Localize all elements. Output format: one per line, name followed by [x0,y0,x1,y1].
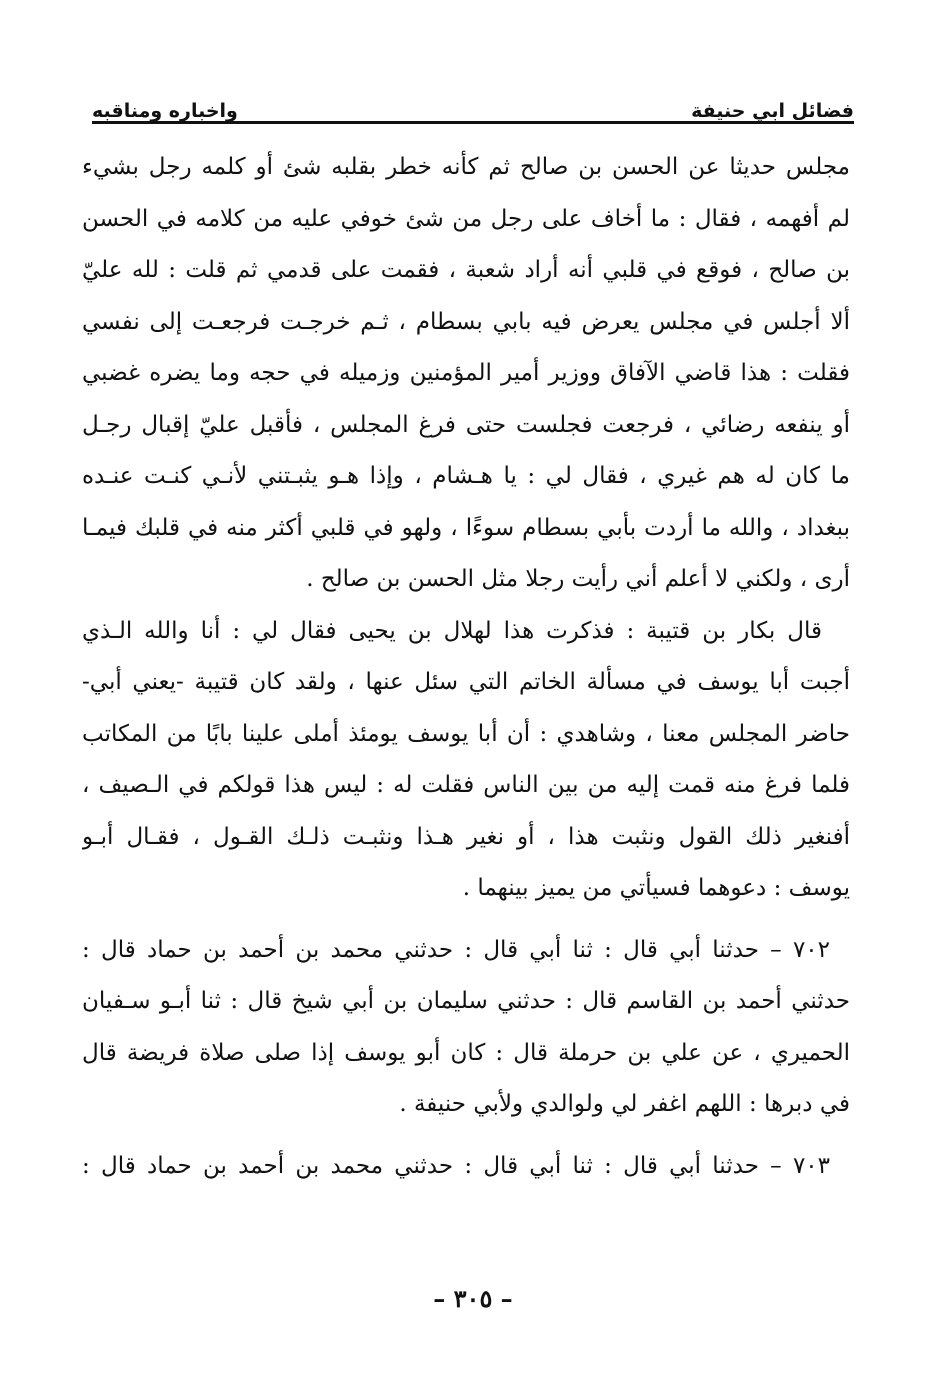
text-line: مجلس حديثا عن الحسن بن صالح ثم كأنه خطر بقلبه شئ أو كلمه رجل بشيء [82,154,850,180]
text-line: أو ينفعه رضائي ، فرجعت فجلست حتى فرغ المجلس ، فأقبل عليّ إقبال رجـل [82,411,850,438]
header-section-title: واخباره ومناقبه [92,100,238,122]
text-line: ببغداد ، والله ما أردت بأبي بسطام سوءًا ، ولهو في قلبي أكثر منه في قلبك فيمـا [82,514,850,541]
paragraph-hadith-703 [82,1141,850,1193]
paragraph-hadith-702 [82,925,850,1131]
paragraph-bakkar [82,606,850,915]
text-line: أرى ، ولكني لا أعلم أني رأيت رجلا مثل الحسن بن صالح . [306,566,850,592]
text-line: يوسف : دعوهما فسيأتي من يميز بينهما . [462,875,850,901]
text-line: ألا أجلس في مجلس يعرض فيه بابي بسطام ، ثـم خرجـت فرجعـت إلى نفسي [82,308,850,335]
text-line: فقلت : هذا قاضي الآفاق ووزير أمير المؤمنين وزميله في حجه وما يضره غضبي [82,360,850,386]
page-body [82,142,850,1192]
text-line: في دبرها : اللهم اغفر لي ولوالدي ولأبي حنيفة . [399,1091,850,1117]
text-line: بن صالح ، فوقع في قلبي أنه أراد شعبة ، فقمت على قدمي ثم قلت : لله عليّ [82,257,850,283]
text-line: حدثني أحمد بن القاسم قال : حدثني سليمان بن أبي شيخ قال : ثنا أبـو سـفيان [82,988,850,1014]
text-line: ٧٠٣ – حدثنا أبي قال : ثنا أبي قال : حدثني محمد بن أحمد بن حماد قال : [82,1152,830,1179]
text-line: فلما فرغ منه قمت إليه من بين الناس فقلت له : ليس هذا قولكم في الـصيف ، [82,772,850,798]
text-line: أفنغير ذلك القول ونثبت هذا ، أو نغير هـذا ونثبـت ذلـك القـول ، فقـال أبـو [82,823,850,850]
text-line: حاضر المجلس معنا ، وشاهدي : أن أبا يوسف يومئذ أملى علينا بابًا من المكاتب [82,720,850,747]
paragraph-continuation [82,142,850,606]
header-rule [92,121,854,124]
text-line: ٧٠٢ – حدثنا أبي قال : ثنا أبي قال : حدثني محمد بن أحمد بن حماد قال : [82,936,830,963]
text-line: الحميري ، عن علي بن حرملة قال : كان أبو يوسف إذا صلى صلاة فريضة قال [82,1039,850,1066]
text-line: لم أفهمه ، فقال : ما أخاف على رجل من شئ خوفي عليه من كلامه في الحسن [82,205,850,232]
header-book-title: فضائل ابي حنيفة [691,100,854,122]
running-header [92,78,854,122]
text-line: أجبت أبا يوسف في مسألة الخاتم التي سئل عنها ، ولقد كان قتيبة -يعني أبي- [82,669,850,695]
text-line: قال بكار بن قتيبة : فذكرت هذا لهلال بن يحيى فقال لي : أنا والله الـذي [82,617,822,644]
page-number: – ٣٠٥ – [433,1284,513,1313]
text-line: ما كان له هم غيري ، فقال لي : يا هـشام ، وإذا هـو يثبـتني لأنـي كنـت عنـده [82,463,850,489]
